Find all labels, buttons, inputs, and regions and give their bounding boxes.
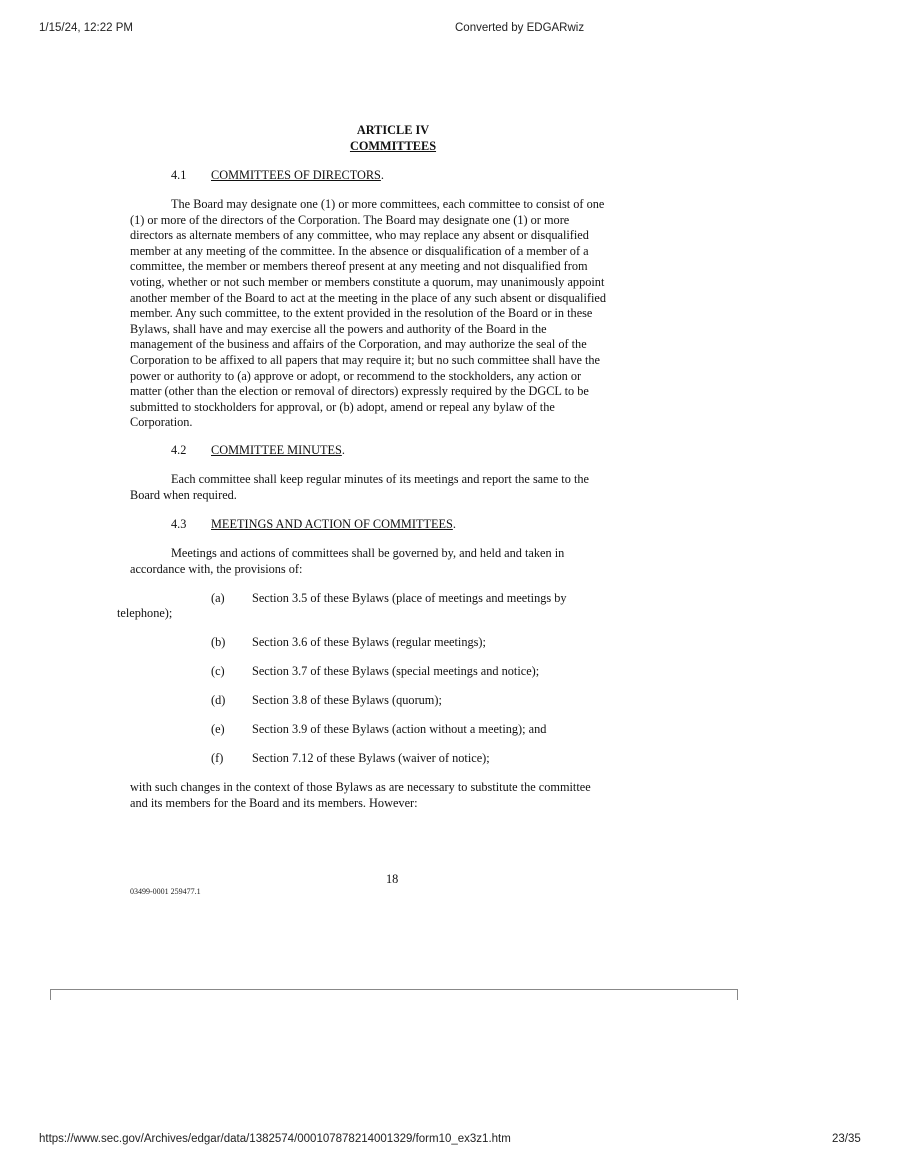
paragraph-line: committee, the member or members thereof present at any meeting and not disqualified from (130, 259, 588, 274)
list-item-c (211, 664, 539, 680)
paragraph-line: Corporation. (130, 415, 193, 430)
paragraph-line: another member of the Board to act at the meeting in the place of any such absent or disqualified (130, 290, 606, 305)
list-item-text: Section 3.9 of these Bylaws (action without a meeting); and (252, 722, 547, 736)
list-item-text: Section 3.6 of these Bylaws (regular meetings); (252, 635, 486, 649)
print-page-count: 23/35 (832, 1133, 861, 1145)
print-timestamp: 1/15/24, 12:22 PM (39, 22, 133, 34)
section-title-period: . (341, 443, 345, 457)
paragraph-line: Bylaws, shall have and may exercise all the powers and authority of the Board in the (130, 321, 547, 336)
section-number: 4.3 (171, 517, 187, 531)
document-code: 03499-0001 259477.1 (130, 887, 201, 896)
article-subtitle: COMMITTEES (349, 139, 437, 153)
article-title: ARTICLE IV (356, 123, 430, 137)
section-4-2-paragraph (130, 472, 658, 503)
page-number: 18 (386, 872, 399, 886)
list-item-label: (a) (211, 591, 225, 605)
paragraph-line: directors as alternate members of any committee, who may replace any absent or disqualified (130, 228, 589, 243)
section-title-period: . (452, 517, 456, 531)
section-title: COMMITTEES OF DIRECTORS (211, 168, 381, 182)
section-heading-4-3 (171, 517, 456, 533)
paragraph-line: power or authority to (a) approve or adopt, or recommend to the stockholders, any action or (130, 368, 582, 383)
list-item-b (211, 635, 486, 651)
list-item-text: Section 7.12 of these Bylaws (waiver of notice); (252, 751, 490, 765)
section-number: 4.2 (171, 443, 187, 457)
list-item-text: Section 3.8 of these Bylaws (quorum); (252, 693, 442, 707)
print-url: https://www.sec.gov/Archives/edgar/data/1382574/000107878214001329/form10_ex3z1.htm (39, 1133, 511, 1145)
paragraph-line: with such changes in the context of those Bylaws as are necessary to substitute the committee (130, 780, 591, 794)
paragraph-line: Meetings and actions of committees shall be governed by, and held and taken in (171, 546, 565, 560)
paragraph-line: matter (other than the election or removal of directors) expressly required by the DGCL to be (130, 384, 589, 399)
print-converter-label: Converted by EDGARwiz (455, 22, 585, 34)
paragraph-line: voting, whether or not such member or members constitute a quorum, may unanimously appoint (130, 274, 605, 289)
page-frame-divider (50, 989, 738, 1000)
paragraph-line: Board when required. (130, 487, 237, 502)
section-heading-4-1 (171, 168, 384, 184)
section-heading-4-2 (171, 443, 345, 459)
list-item-label: (f) (211, 751, 224, 765)
section-4-3-paragraph (130, 546, 658, 577)
list-item-f (211, 751, 490, 767)
list-item-a (211, 591, 567, 607)
paragraph-line: member at any meeting of the committee. In the absence or disqualification of a member of a (130, 243, 589, 258)
list-item-text: Section 3.5 of these Bylaws (place of meetings and meetings by (252, 591, 567, 605)
section-number: 4.1 (171, 168, 187, 182)
paragraph-line: member. Any such committee, to the extent provided in the resolution of the Board or in these (130, 306, 593, 321)
list-item-a-continuation: telephone); (117, 606, 173, 620)
closing-paragraph (130, 780, 658, 811)
list-item-e (211, 722, 546, 738)
list-item-text: Section 3.7 of these Bylaws (special meetings and notice); (252, 664, 540, 678)
section-title: MEETINGS AND ACTION OF COMMITTEES (211, 517, 453, 531)
section-title: COMMITTEE MINUTES (211, 443, 342, 457)
paragraph-line: Corporation to be affixed to all papers that may require it; but no such committee shall have the (130, 352, 600, 367)
list-item-label: (e) (211, 722, 225, 736)
paragraph-line: (1) or more of the directors of the Corporation. The Board may designate one (1) or more (130, 212, 570, 227)
paragraph-line: accordance with, the provisions of: (130, 561, 303, 576)
section-4-1-paragraph (130, 197, 658, 431)
paragraph-line: and its members for the Board and its members. However: (130, 795, 418, 810)
section-title-period: . (380, 168, 384, 182)
paragraph-line: management of the business and affairs of the Corporation, and may authorize the seal of the (130, 337, 587, 352)
list-item-label: (b) (211, 635, 226, 649)
list-item-label: (c) (211, 664, 225, 678)
list-item-label: (d) (211, 693, 226, 707)
paragraph-line: Each committee shall keep regular minutes of its meetings and report the same to the (171, 472, 589, 486)
paragraph-line: The Board may designate one (1) or more committees, each committee to consist of one (171, 197, 605, 211)
paragraph-line: submitted to stockholders for approval, or (b) adopt, amend or repeal any bylaw of the (130, 399, 555, 414)
list-item-d (211, 693, 442, 709)
